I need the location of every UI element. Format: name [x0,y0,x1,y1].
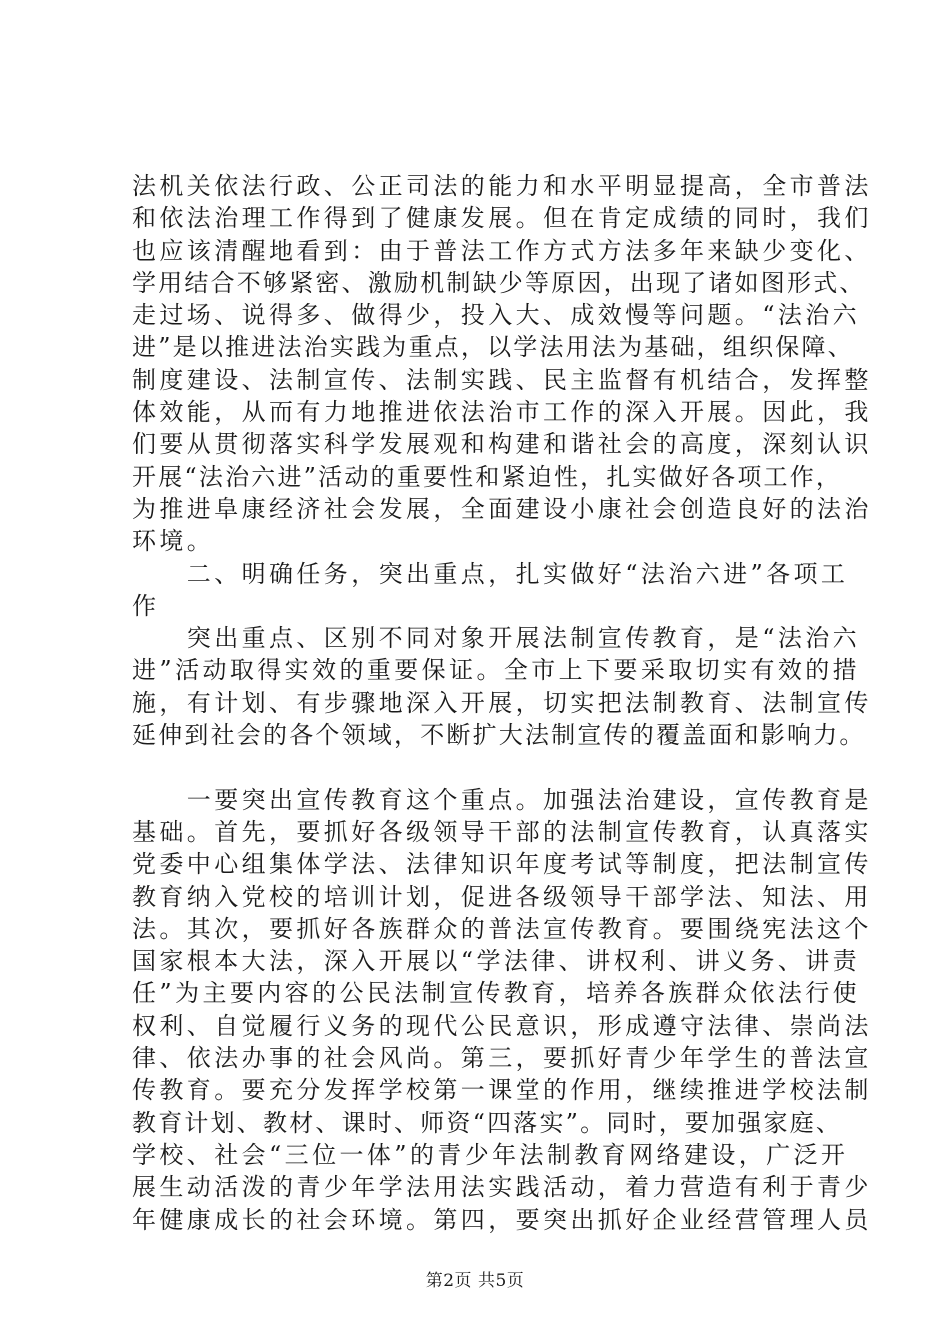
text-line: 延伸到社会的各个领域，不断扩大法制宣传的覆盖面和影响力。 [132,721,866,750]
text-line: 走过场、说得多、做得少，投入大、成效慢等问题。“法治六 [132,301,861,330]
text-line: 国家根本大法，深入开展以“学法律、讲权利、讲义务、讲责 [132,947,861,976]
section-heading-line: 作 [132,591,160,620]
text-line: 环境。 [132,527,215,556]
text-line: 法机关依法行政、公正司法的能力和水平明显提高，全市普法 [132,172,872,200]
paragraph-gap [132,751,822,783]
page-number: 第2页 共5页 [425,1271,525,1291]
text-line: 体效能，从而有力地推进依法治市工作的深入开展。因此，我 [132,398,872,427]
text-line: 突出重点、区别不同对象开展法制宣传教育，是“法治六 [132,624,861,653]
text-line: 为推进阜康经济社会发展，全面建设小康社会创造良好的法治 [132,494,872,523]
text-line: 教育纳入党校的培训计划，促进各级领导干部学法、知法、用 [132,882,872,911]
text-line: 法。其次，要抓好各族群众的普法宣传教育。要围绕宪法这个 [132,914,872,943]
text-line: 进”是以推进法治实践为重点，以学法用法为基础，组织保障、 [132,333,854,362]
text-line: 一要突出宣传教育这个重点。加强法治建设，宣传教育是 [132,785,872,814]
section-heading-line: 二、明确任务，突出重点，扎实做好“法治六进”各项工 [132,559,849,588]
text-line: 党委中心组集体学法、法律知识年度考试等制度，把法制宣传 [132,850,872,879]
text-line: 任”为主要内容的公民法制宣传教育，培养各族群众依法行使 [132,979,861,1008]
text-line: 传教育。要充分发挥学校第一课堂的作用，继续推进学校法制 [132,1076,872,1105]
text-line: 进”活动取得实效的重要保证。全市上下要采取切实有效的措 [132,656,861,685]
text-line: 开展“法治六进”活动的重要性和紧迫性，扎实做好各项工作， [132,462,843,491]
text-line: 学用结合不够紧密、激励机制缺少等原因，出现了诸如图形式、 [132,268,866,297]
text-line: 教育计划、教材、课时、师资“四落实”。同时，要加强家庭、 [132,1108,843,1137]
text-line: 们要从贯彻落实科学发展观和构建和谐社会的高度，深刻认识 [132,430,872,459]
text-line: 基础。首先，要抓好各级领导干部的法制宣传教育，认真落实 [132,817,872,846]
text-line: 制度建设、法制宣传、法制实践、民主监督有机结合，发挥整 [132,365,872,394]
text-line: 施，有计划、有步骤地深入开展，切实把法制教育、法制宣传 [132,688,872,717]
document-body [132,170,872,1236]
text-line: 年健康成长的社会环境。第四，要突出抓好企业经营管理人员 [132,1205,872,1234]
text-line: 律、依法办事的社会风尚。第三，要抓好青少年学生的普法宣 [132,1044,872,1073]
text-line: 也应该清醒地看到：由于普法工作方式方法多年来缺少变化、 [132,236,872,265]
text-line: 权利、自觉履行义务的现代公民意识，形成遵守法律、崇尚法 [132,1011,872,1040]
text-line: 和依法治理工作得到了健康发展。但在肯定成绩的同时，我们 [132,204,872,233]
text-line: 展生动活泼的青少年学法用法实践活动，着力营造有利于青少 [132,1173,872,1202]
text-line: 学校、社会“三位一体”的青少年法制教育网络建设，广泛开 [132,1140,849,1169]
